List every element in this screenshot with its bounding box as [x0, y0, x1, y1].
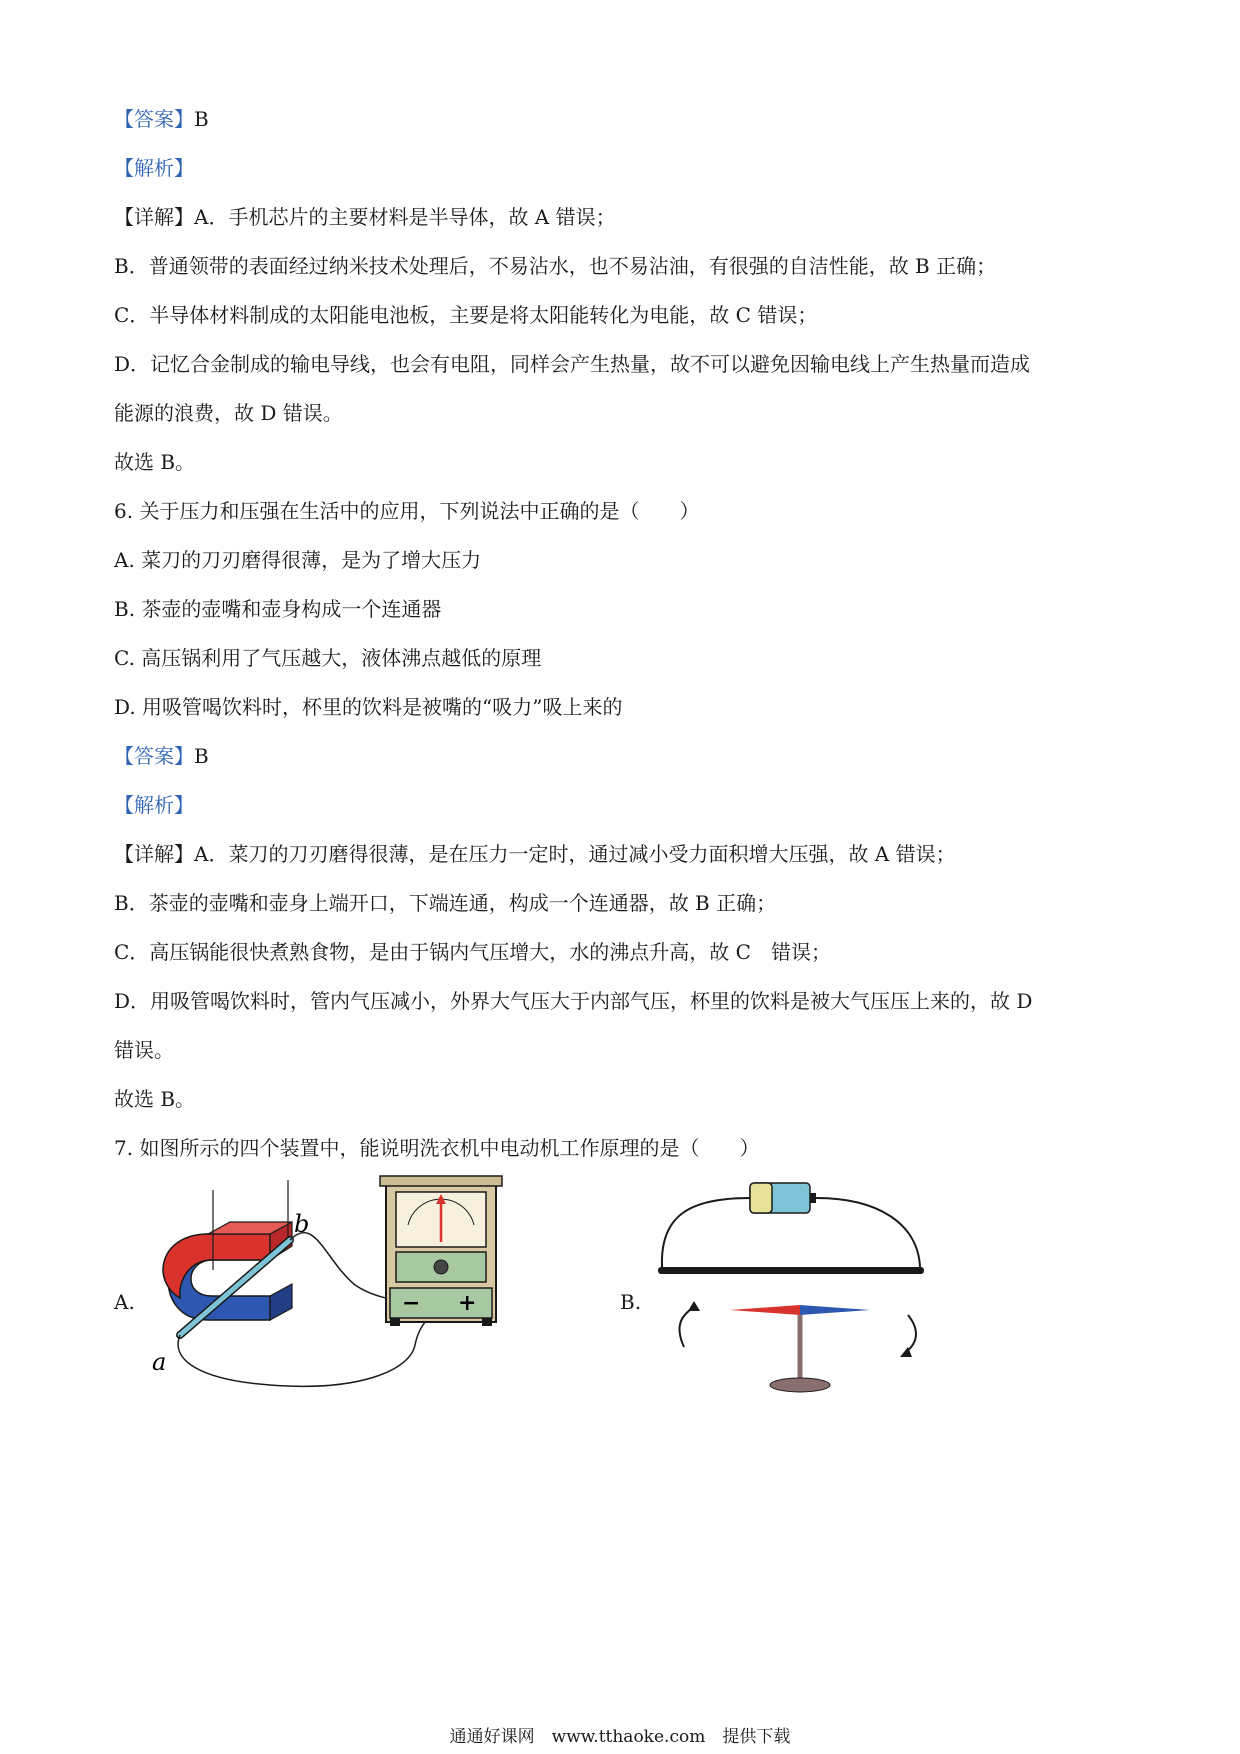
rotation-arrow-left-icon — [679, 1307, 694, 1347]
detail-line: 【详解】A．菜刀的刀刃磨得很薄，是在压力一定时，通过减小受力面积增大压强，故 A 错误； — [114, 842, 956, 866]
rotation-arrow-right-icon — [905, 1315, 916, 1353]
detail-line: D．记忆合金制成的输电导线，也会有电阻，同样会产生热量，故不可以避免因输电线上产生热量而造成 — [114, 352, 1031, 376]
compass-needle-icon — [730, 1305, 870, 1392]
meter-minus-label: − — [402, 1290, 421, 1316]
meter-plus-label: + — [458, 1290, 477, 1316]
conclusion-line: 故选 B。 — [114, 1087, 196, 1111]
detail-line: 错误。 — [114, 1038, 174, 1062]
answer-line: 【答案】B — [114, 744, 209, 768]
battery-icon — [750, 1183, 816, 1213]
question-6-option-a: A. 菜刀的刀刃磨得很薄，是为了增大压力 — [114, 548, 482, 572]
detail-line: D．用吸管喝饮料时，管内气压减小，外界大气压大于内部气压，杯里的饮料是被大气压压上来的，故 D — [114, 989, 1033, 1013]
question-7-stem: 7. 如图所示的四个装置中，能说明洗衣机中电动机工作原理的是（ ） — [114, 1136, 760, 1160]
conclusion-line: 故选 B。 — [114, 450, 196, 474]
label-b: b — [294, 1210, 310, 1238]
question-6-option-c: C. 高压锅利用了气压越大，液体沸点越低的原理 — [114, 646, 542, 670]
detail-line: B．茶壶的壶嘴和壶身上端开口，下端连通，构成一个连通器，故 B 正确； — [114, 891, 777, 915]
question-6-option-b: B. 茶壶的壶嘴和壶身构成一个连通器 — [114, 597, 442, 621]
detail-line: C．半导体材料制成的太阳能电池板，主要是将太阳能转化为电能，故 C 错误； — [114, 303, 818, 327]
figure-b-oersted-experiment — [650, 1175, 950, 1415]
analysis-heading: 【解析】 — [114, 793, 194, 817]
galvanometer-icon — [380, 1176, 502, 1326]
horseshoe-magnet-icon — [163, 1222, 292, 1320]
figure-b-option-label: B. — [620, 1290, 642, 1314]
figure-a-option-label: A. — [114, 1290, 135, 1314]
analysis-heading: 【解析】 — [114, 156, 194, 180]
detail-line: 能源的浪费，故 D 错误。 — [114, 401, 343, 425]
question-6-option-d: D. 用吸管喝饮料时，杯里的饮料是被嘴的“吸力”吸上来的 — [114, 695, 623, 719]
detail-line: B．普通领带的表面经过纳米技术处理后，不易沾水，也不易沾油，有很强的自洁性能，故 B 正确； — [114, 254, 997, 278]
detail-line: 【详解】A．手机芯片的主要材料是半导体，故 A 错误； — [114, 205, 616, 229]
label-a: a — [152, 1348, 167, 1376]
detail-line: C．高压锅能很快煮熟食物，是由于锅内气压增大，水的沸点升高，故 C 错误； — [114, 940, 831, 964]
straight-conductor — [658, 1267, 924, 1274]
answer-line: 【答案】B — [114, 107, 209, 131]
question-6-stem: 6. 关于压力和压强在生活中的应用，下列说法中正确的是（ ） — [114, 499, 700, 523]
page-footer: 通通好课网 www.tthaoke.com 提供下载 — [449, 1727, 791, 1747]
figure-a-electromagnetic-induction — [140, 1170, 510, 1430]
